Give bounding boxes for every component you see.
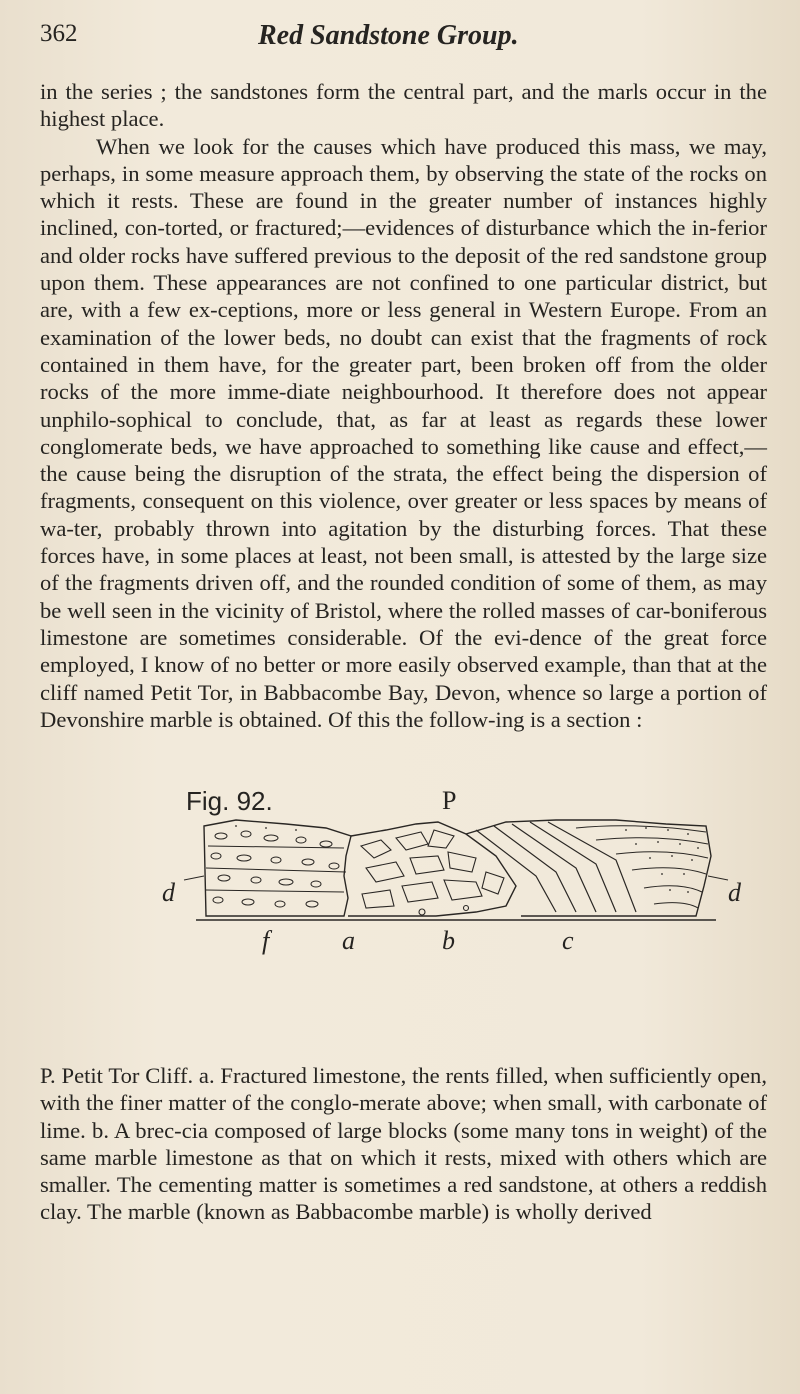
running-head: Red Sandstone Group. xyxy=(258,20,519,51)
figure-letter-c: c xyxy=(562,926,574,955)
figure-label: Fig. 92. xyxy=(186,786,273,816)
paragraph-2: When we look for the causes which have produced this mass, we may, perhaps, in some measure approach them, by observing the state of the rocks on which it rests. These are found in the greater number of instances highly inclined, con-torted, or fractured;—evidences of disturbance which the in-ferior and older rocks have suffered previous to the deposit of the red sandstone group upon them. These appearances are not confined to one particular district, but are, with a few ex-ceptions, more or less general in Western Europe. From an examination of the lower beds, no doubt can exist that the fragments of rock contained in them have, for the greater part, been broken off from the older rocks of the more imme-diate neighbourhood. It therefore does not appear unphilo-sophical to conclude, that, as far at least as regards these lower conglomerate beds, we have approached to something like cause and effect,—the cause being the disruption of the strata, the effect being the dispersion of fragments, consequent on this violence, over greater or less spaces by means of wa-ter, probably thrown into agitation by the disturbing forces. That these forces have, in some places at least, not been small, is attested by the large size of the fragments driven off, and the rounded condition of some of them, as may be well seen in the vicinity of Bristol, where the rolled masses of car-boniferous limestone are sometimes considerable. Of the evi-dence of the great force employed, I know of no better or more easily observed example, than that at the cliff named Petit Tor, in Babbacombe Bay, Devon, whence so large a portion of Devonshire marble is obtained. Of this the follow-ing is a section : xyxy=(40,133,767,732)
caption-text: P. Petit Tor Cliff. a. Fractured limestone, the rents filled, when sufficiently open, with the finer matter of the conglo-merate above; when small, with carbonate of lime. b. A brec-cia composed of large blocks (some many tons in weight) of the same marble limestone as that on which it rests, mixed with others which are smaller. The cementing matter is sometimes a red sandstone, at others a reddish clay. The marble (known as Babbacombe marble) is wholly derived xyxy=(40,1063,767,1225)
page-number: 362 xyxy=(40,20,78,47)
figure-letter-f: f xyxy=(262,926,270,955)
figure-letter-d-right: d xyxy=(728,878,741,907)
figure-letter-d-left: d xyxy=(162,878,175,907)
page-header xyxy=(40,20,760,60)
paragraph-1: in the series ; the sandstones form the central part, and the marls occur in the highest place. xyxy=(40,79,767,132)
body-text xyxy=(40,78,767,733)
figure-letter-p: P xyxy=(442,786,457,815)
figure-letter-a: a xyxy=(342,926,355,955)
figure-92 xyxy=(162,786,741,1054)
cliff-section-illustration xyxy=(176,816,736,1016)
figure-letter-b: b xyxy=(442,926,455,955)
figure-caption xyxy=(40,1062,767,1226)
